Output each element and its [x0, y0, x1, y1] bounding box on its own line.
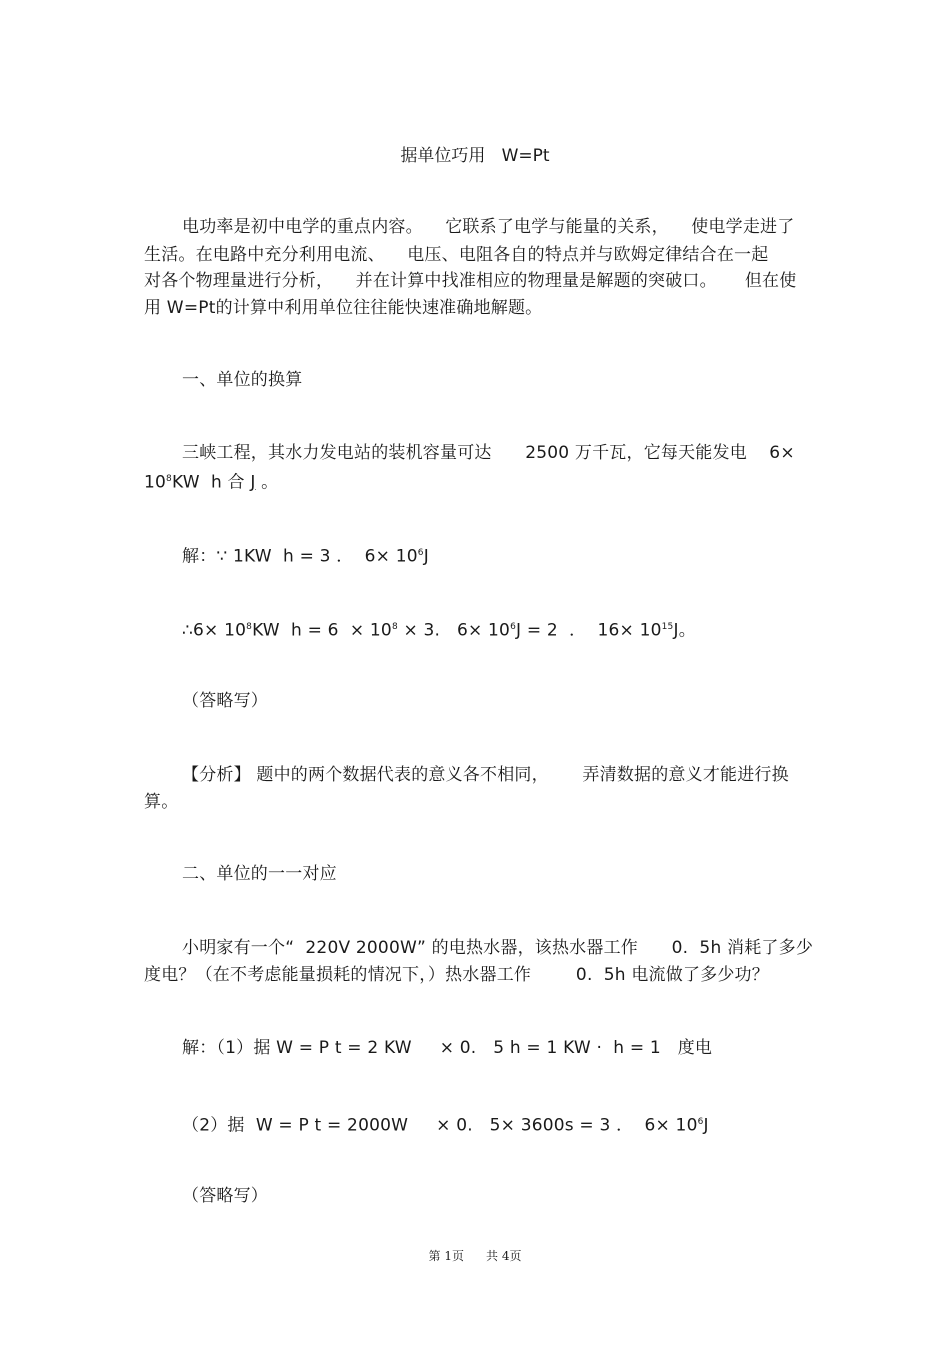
section-2-problem-line-2: 度电？（在不考虑能量损耗的情况下，）热水器工作 0. 5h 电流做了多少功？	[144, 965, 769, 985]
section-2-answer-note: （答略写）	[182, 1186, 268, 1206]
section-1-heading: 一、单位的换算	[182, 370, 303, 390]
page-number: 第 1页	[428, 1249, 464, 1263]
section-1-solution-line-1: 解：∵ 1KW h = 3 ． $6\times 10^6J$	[182, 546, 429, 567]
section-1-analysis-line-2: 算。	[144, 792, 179, 812]
intro-line-4: 用 W=Pt的计算中利用单位往往能快速准确地解题。	[144, 298, 543, 318]
page-total: 共 4页	[486, 1249, 522, 1263]
page-title: 据单位巧用 W=Pt	[400, 146, 550, 166]
page-footer	[0, 1247, 950, 1265]
section-1-problem-line-1: 三峡工程，其水力发电站的装机容量可达 2500 万千瓦，它每天能发电 6×	[182, 443, 795, 463]
section-1-analysis-line-1: 【分析】 题中的两个数据代表的意义各不相同， 弄清数据的意义才能进行换	[182, 765, 789, 785]
section-2-solution-line-1: 解：（1）据 W = P t = 2 KW × 0. 5 h = 1 KW · h = 1 度电	[182, 1038, 713, 1058]
section-1-answer-note: （答略写）	[182, 691, 268, 711]
intro-line-2: 生活。在电路中充分利用电流、 电压、电阻各自的特点并与欧姆定律结合在一起	[144, 245, 769, 265]
intro-line-1: 电功率是初中电学的重点内容。 它联系了电学与能量的关系， 使电学走进了	[182, 217, 795, 237]
section-2-solution-line-2: （2）据 W = P t = 2000W × 0. 5× 3600s = 3 ． $6\times 10^6J$	[182, 1115, 709, 1136]
section-2-problem-line-1: 小明家有一个“ 220V 2000W” 的电热水器，该热水器工作 0. 5h 消耗了多少	[182, 938, 814, 958]
answer-blank: J	[250, 472, 256, 493]
section-1-solution-line-2: ∴6× $10^8KW$ $h = 6 \times 10^8 \times 3$. $6\times 10^6J = 2$ ． $16\times 10^{15}J$。	[182, 620, 696, 641]
section-2-heading: 二、单位的一一对应	[182, 864, 337, 884]
section-1-problem-line-2: $10^8KW$ h 合 J 。	[144, 472, 279, 493]
intro-line-3: 对各个物理量进行分析， 并在计算中找准相应的物理量是解题的突破口。 但在使	[144, 271, 797, 291]
